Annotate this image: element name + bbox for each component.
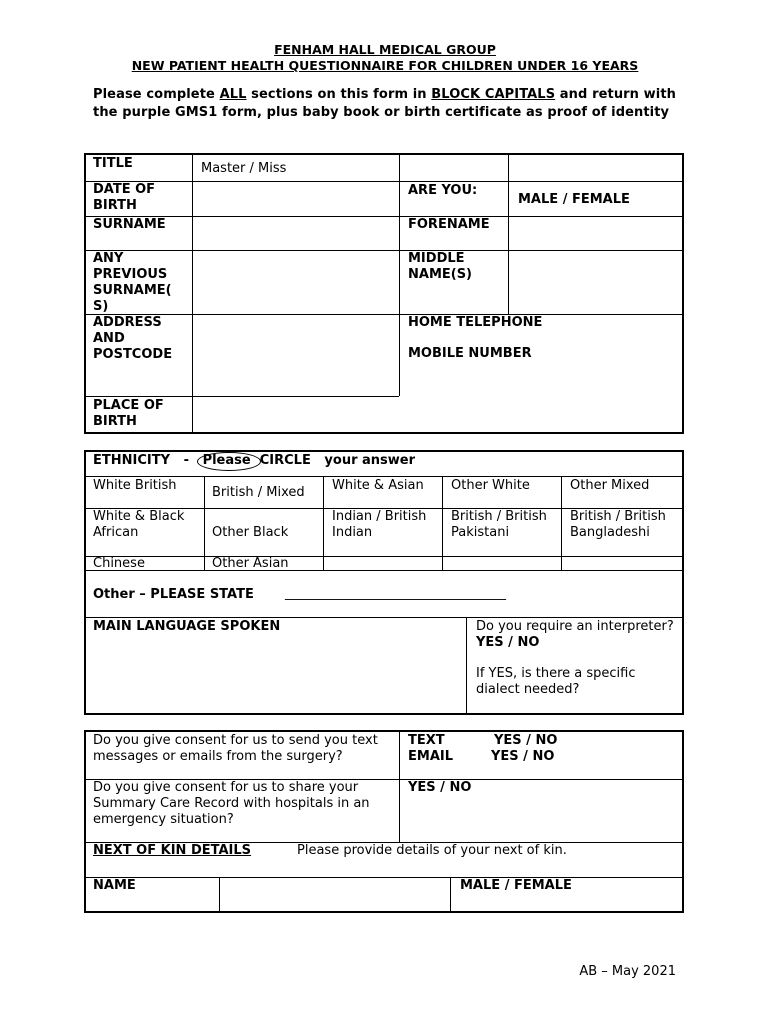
address-label: ADDRESS AND POSTCODE: [93, 315, 173, 362]
home-telephone-label: HOME TELEPHONE: [408, 315, 543, 330]
ethnicity-option[interactable]: Other Mixed: [570, 478, 650, 493]
scr-consent-question: Do you give consent for us to share your Summary Care Record with hospitals in an emergency situation?: [93, 780, 370, 827]
text-consent-options[interactable]: YES / NO: [494, 733, 558, 748]
dialect-question: If YES, is there a specific dialect needed?: [476, 666, 636, 697]
instructions: Please complete ALL sections on this form in BLOCK CAPITALS and return with the purple GMS1 form, plus baby book or birth certificate as proof of identity: [93, 87, 677, 120]
place-of-birth-label: PLACE OF BIRTH: [93, 398, 164, 429]
title-options[interactable]: Master / Miss: [201, 161, 287, 176]
ethnicity-option[interactable]: British / British Bangladeshi: [570, 509, 666, 540]
circle-mark: [197, 452, 261, 471]
dob-field[interactable]: [193, 182, 399, 216]
ethnicity-table: [84, 450, 684, 715]
footer-reference: AB – May 2021: [579, 964, 676, 979]
ethnicity-option[interactable]: Other White: [451, 478, 530, 493]
personal-details-table: [84, 153, 684, 434]
sms-email-consent-question: Do you give consent for us to send you text messages or emails from the surgery?: [93, 733, 378, 764]
mobile-number-label: MOBILE NUMBER: [408, 346, 532, 361]
consent-table: [84, 730, 684, 913]
interpreter-options[interactable]: YES / NO: [476, 635, 540, 650]
next-of-kin-heading: NEXT OF KIN DETAILS: [93, 843, 252, 858]
nok-name-field[interactable]: [220, 878, 450, 911]
previous-surname-field[interactable]: [193, 251, 399, 314]
form-title: NEW PATIENT HEALTH QUESTIONNAIRE FOR CHILDREN UNDER 16 YEARS: [131, 58, 639, 73]
forename-field[interactable]: [509, 217, 682, 250]
scr-consent-options[interactable]: YES / NO: [408, 780, 472, 795]
email-consent-options[interactable]: YES / NO: [491, 749, 555, 764]
other-ethnicity-field[interactable]: __________________________________: [285, 586, 506, 601]
email-label: EMAIL: [408, 749, 453, 764]
surname-field[interactable]: [193, 217, 399, 250]
dob-label: DATE OF BIRTH: [93, 182, 156, 213]
ethnicity-heading: ETHNICITY - Please CIRCLE your answer: [93, 453, 415, 469]
form-organization-title: FENHAM HALL MEDICAL GROUP: [274, 42, 496, 57]
ethnicity-option[interactable]: White & Black African: [93, 509, 185, 540]
nok-gender-options[interactable]: MALE / FEMALE: [460, 878, 572, 893]
previous-surname-label: ANY PREVIOUS SURNAME( S): [93, 251, 172, 314]
main-language-label: MAIN LANGUAGE SPOKEN: [93, 619, 281, 634]
ethnicity-option[interactable]: Chinese: [93, 556, 145, 571]
ethnicity-option[interactable]: Indian / British Indian: [332, 509, 427, 540]
title-label: TITLE: [93, 156, 133, 171]
nok-name-label: NAME: [93, 878, 136, 893]
ethnicity-option[interactable]: White & Asian: [332, 478, 424, 493]
next-of-kin-instructions: Please provide details of your next of kin.: [297, 843, 567, 858]
main-language-field[interactable]: [86, 636, 466, 713]
address-field[interactable]: [193, 315, 399, 396]
gender-options[interactable]: MALE / FEMALE: [518, 192, 630, 207]
middle-name-label: MIDDLE NAME(S): [408, 251, 473, 282]
other-ethnicity-label: Other – PLEASE STATE: [93, 587, 254, 602]
text-label: TEXT: [408, 733, 445, 748]
ethnicity-option[interactable]: British / Mixed: [212, 485, 305, 500]
ethnicity-option[interactable]: White British: [93, 478, 177, 493]
forename-label: FORENAME: [408, 217, 490, 232]
surname-label: SURNAME: [93, 217, 166, 232]
ethnicity-option[interactable]: Other Asian: [212, 556, 289, 571]
place-of-birth-field[interactable]: [193, 397, 399, 432]
ethnicity-option[interactable]: British / British Pakistani: [451, 509, 547, 540]
ethnicity-option[interactable]: Other Black: [212, 525, 289, 540]
middle-name-field[interactable]: [509, 251, 682, 314]
interpreter-question: Do you require an interpreter? YES / NO: [476, 619, 674, 650]
are-you-label: ARE YOU:: [408, 183, 478, 198]
